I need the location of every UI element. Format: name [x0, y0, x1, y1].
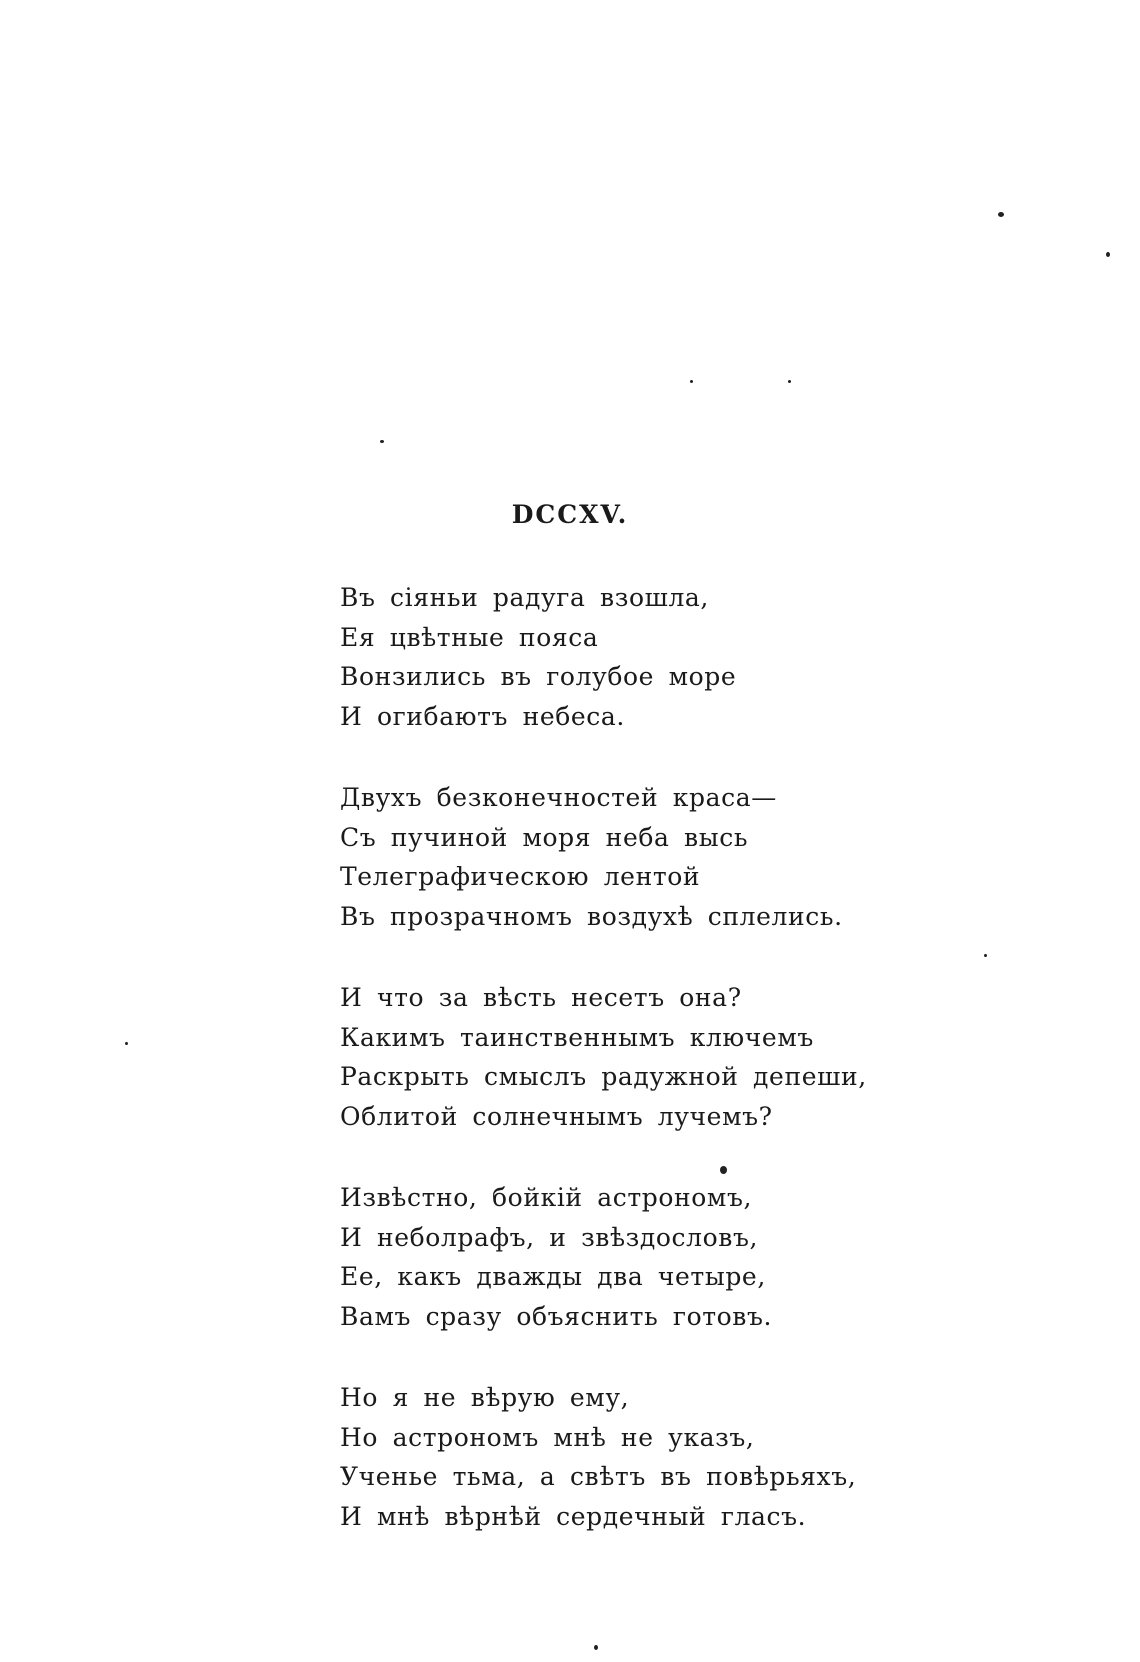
verse-line: Облитой солнечнымъ лучемъ? [340, 1101, 773, 1131]
verse-line: Ее, какъ дважды два четыре, [340, 1262, 766, 1291]
stanza [340, 778, 1040, 936]
poem-body [340, 578, 1040, 1578]
poem-number: DCCXV. [511, 500, 629, 529]
stanza [340, 578, 1040, 736]
verse-line: Вамъ сразу объяснить готовъ. [340, 1301, 773, 1331]
verse-line: Раскрыть смыслъ радужной депеши, [340, 1062, 867, 1091]
verse-line: И что за вѣсть несетъ она? [340, 983, 742, 1012]
verse-line: И неболрафъ, и звѣздословъ, [340, 1222, 759, 1252]
verse-line: Въ сіяньи радуга взошла, [340, 583, 709, 612]
verse-line: И огибаютъ небеса. [340, 701, 625, 731]
verse-line: Съ пучиной моря неба высь [340, 822, 749, 852]
stanza [340, 1178, 1040, 1336]
verse-line: Ея цвѣтные пояса [340, 622, 599, 652]
verse-line: Но астрономъ мнѣ не указъ, [340, 1422, 755, 1452]
verse-line: Въ прозрачномъ воздухѣ сплелись. [340, 901, 843, 931]
scan-speck [690, 380, 693, 383]
scan-speck [125, 1042, 128, 1045]
verse-line: Какимъ таинственнымъ ключемъ [340, 1022, 814, 1052]
verse-line: И мнѣ вѣрнѣй сердечный гласъ. [340, 1501, 807, 1531]
verse-line: Ученье тьма, а свѣтъ въ повѣрьяхъ, [340, 1462, 857, 1491]
stanza [340, 1378, 1040, 1536]
scan-speck [788, 380, 791, 383]
verse-line: Вонзились въ голубое море [340, 662, 737, 691]
scan-speck [1106, 252, 1110, 257]
scan-speck [380, 440, 384, 443]
verse-line: Но я не вѣрую ему, [340, 1383, 630, 1412]
verse-line: Двухъ безконечностей краса— [340, 783, 777, 812]
scan-speck [594, 1645, 598, 1650]
stanza [340, 978, 1040, 1136]
verse-line: Телеграфическою лентой [340, 862, 701, 891]
verse-line: Извѣстно, бойкій астрономъ, [340, 1183, 753, 1212]
scan-speck [998, 212, 1004, 217]
